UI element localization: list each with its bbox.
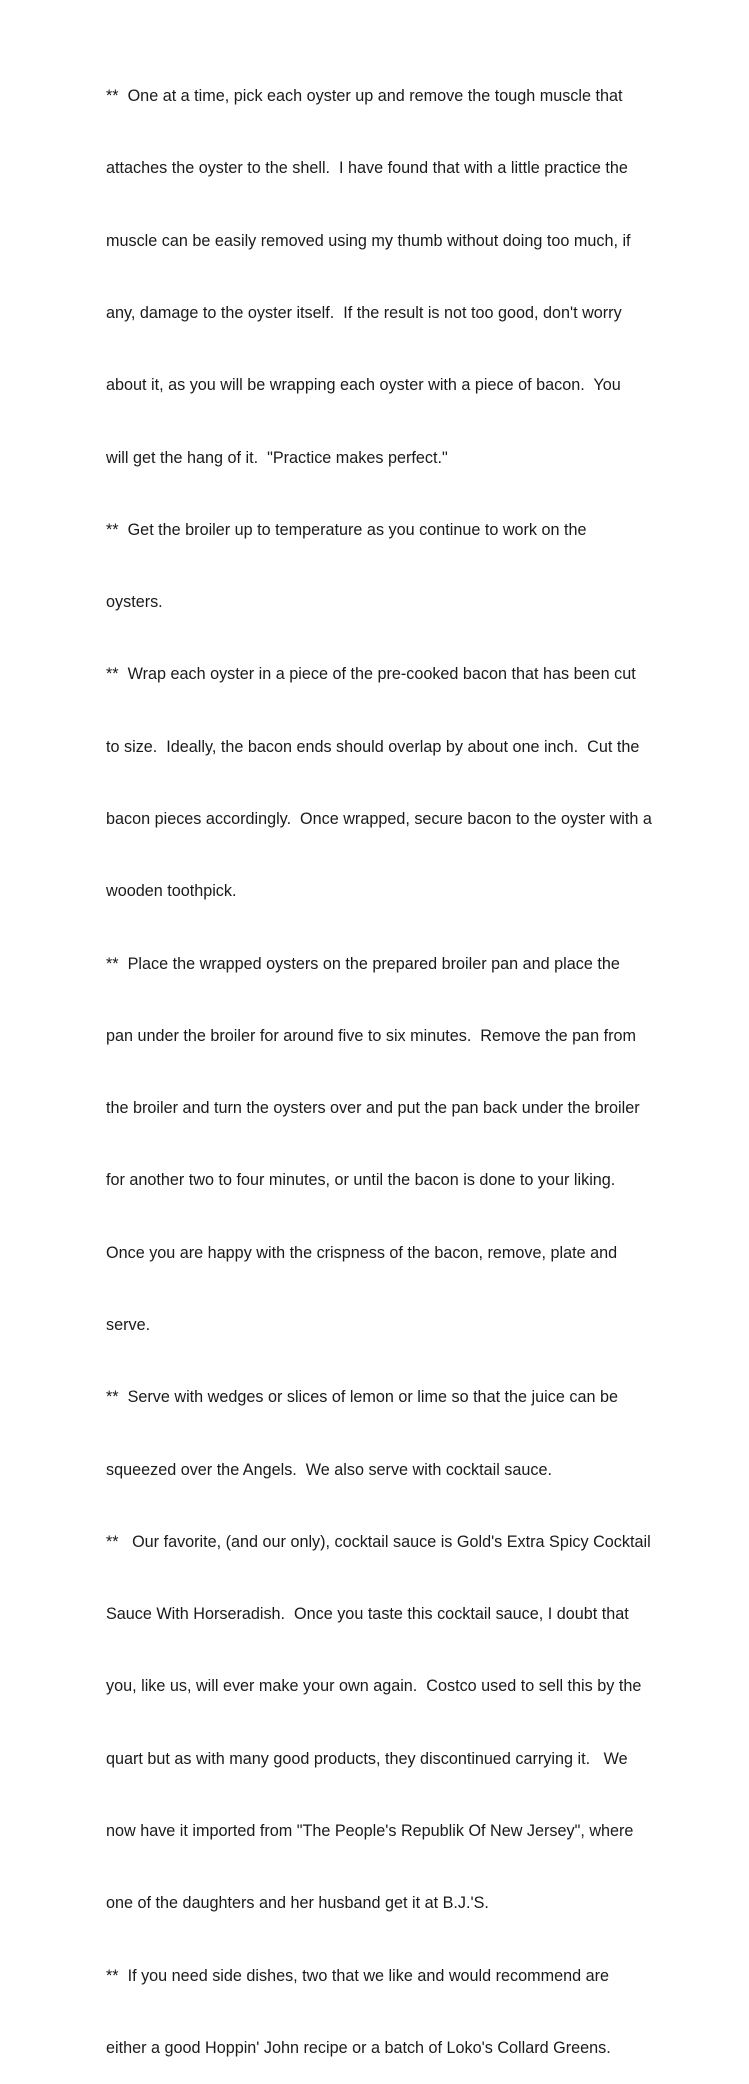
text-line: to size. Ideally, the bacon ends should overlap by about one inch. Cut the [106, 737, 640, 756]
text-line: serve. [106, 1315, 151, 1334]
text-line: ** One at a time, pick each oyster up and remove the tough muscle that [106, 87, 623, 106]
text-line: either a good Hoppin' John recipe or a batch of Loko's Collard Greens. [106, 2038, 611, 2057]
text-line: now have it imported from "The People's Republik Of New Jersey", where [106, 1821, 634, 1840]
text-line: any, damage to the oyster itself. If the result is not too good, don't worry [106, 304, 622, 323]
text-line: Once you are happy with the crispness of the bacon, remove, plate and [106, 1243, 618, 1262]
text-line: ** Our favorite, (and our only), cocktail sauce is Gold's Extra Spicy Cocktail [106, 1532, 651, 1551]
text-line: muscle can be easily removed using my thumb without doing too much, if [106, 231, 631, 250]
text-line: wooden toothpick. [106, 882, 237, 901]
text-line: for another two to four minutes, or until the bacon is done to your liking. [106, 1171, 616, 1190]
text-line: ** Wrap each oyster in a piece of the pre-cooked bacon that has been cut [106, 665, 636, 684]
text-line: oysters. [106, 593, 163, 612]
text-line: the broiler and turn the oysters over and put the pan back under the broiler [106, 1099, 640, 1118]
text-line: ** Get the broiler up to temperature as you continue to work on the [106, 520, 587, 539]
text-line: ** Place the wrapped oysters on the prepared broiler pan and place the [106, 954, 620, 973]
text-line: Sauce With Horseradish. Once you taste this cocktail sauce, I doubt that [106, 1605, 629, 1624]
text-line: you, like us, will ever make your own again. Costco used to sell this by the [106, 1677, 642, 1696]
text-line: squeezed over the Angels. We also serve with cocktail sauce. [106, 1460, 552, 1479]
recipe-instructions-text [106, 36, 666, 2084]
text-line: attaches the oyster to the shell. I have found that with a little practice the [106, 159, 628, 178]
text-line: bacon pieces accordingly. Once wrapped, secure bacon to the oyster with a [106, 810, 652, 828]
text-line: ** Serve with wedges or slices of lemon or lime so that the juice can be [106, 1388, 618, 1407]
text-line: about it, as you will be wrapping each oyster with a piece of bacon. You [106, 376, 621, 395]
text-line: pan under the broiler for around five to six minutes. Remove the pan from [106, 1026, 636, 1045]
text-line: quart but as with many good products, they discontinued carrying it. We [106, 1749, 628, 1768]
text-line: ** If you need side dishes, two that we like and would recommend are [106, 1966, 609, 1985]
text-line: will get the hang of it. "Practice makes perfect." [106, 448, 448, 467]
text-line: one of the daughters and her husband get it at B.J.'S. [106, 1894, 489, 1913]
